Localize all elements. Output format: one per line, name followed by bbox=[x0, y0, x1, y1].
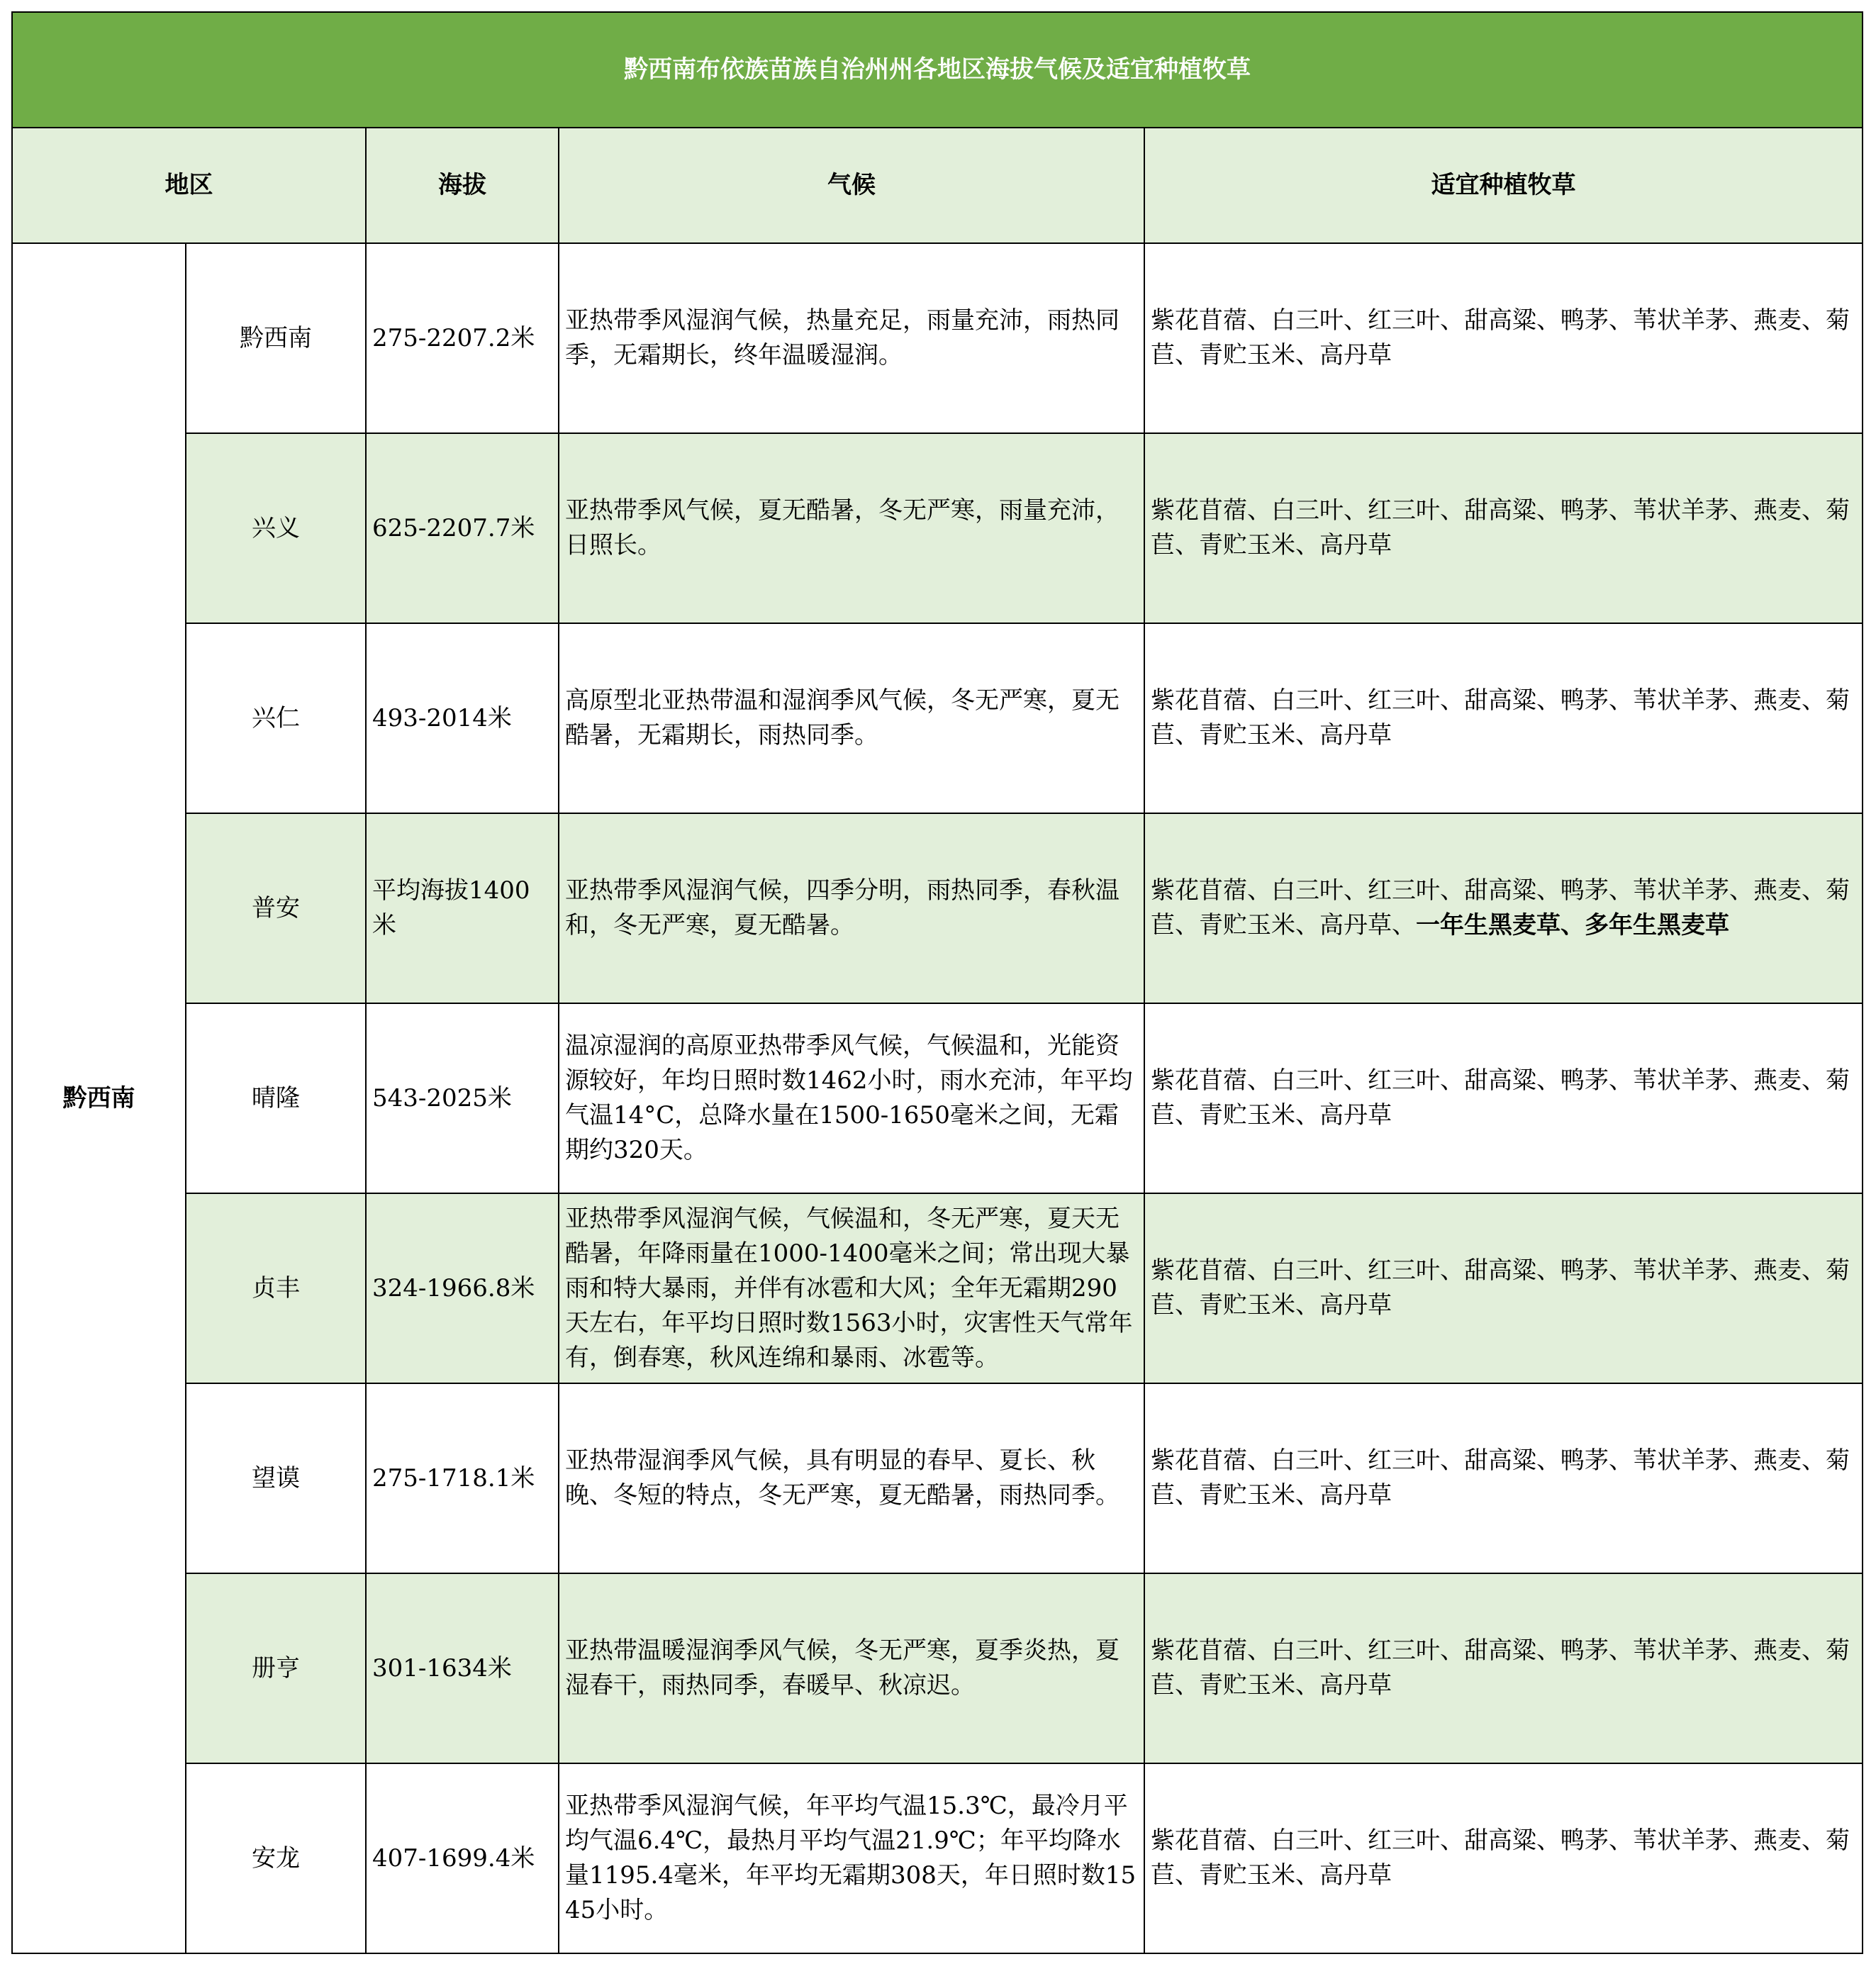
altitude-cell: 275-1718.1米 bbox=[366, 1383, 559, 1573]
climate-cell: 高原型北亚热带温和湿润季风气候，冬无严寒，夏无酷暑，无霜期长，雨热同季。 bbox=[559, 623, 1144, 813]
county-cell: 普安 bbox=[186, 813, 366, 1003]
county-cell: 晴隆 bbox=[186, 1003, 366, 1193]
forage-cell bbox=[1144, 243, 1863, 433]
forage-text: 紫花苜蓿、白三叶、红三叶、甜高粱、鸭茅、苇状羊茅、燕麦、菊苣、青贮玉米、高丹草、 bbox=[1151, 876, 1850, 939]
climate-cell: 亚热带湿润季风气候，具有明显的春早、夏长、秋晚、冬短的特点，冬无严寒，夏无酷暑，雨热同季。 bbox=[559, 1383, 1144, 1573]
forage-cell bbox=[1144, 813, 1863, 1003]
climate-cell: 亚热带季风湿润气候，热量充足，雨量充沛，雨热同季，无霜期长，终年温暖湿润。 bbox=[559, 243, 1144, 433]
header-row bbox=[12, 128, 1863, 243]
altitude-cell: 平均海拔1400米 bbox=[366, 813, 559, 1003]
forage-climate-table bbox=[11, 11, 1863, 1954]
header-forage: 适宜种植牧草 bbox=[1144, 128, 1863, 243]
table-row bbox=[12, 433, 1863, 623]
county-cell: 册亨 bbox=[186, 1573, 366, 1763]
climate-cell: 亚热带温暖湿润季风气候，冬无严寒，夏季炎热，夏湿春干，雨热同季，春暖早、秋凉迟。 bbox=[559, 1573, 1144, 1763]
forage-cell bbox=[1144, 1003, 1863, 1193]
climate-cell: 亚热带季风气候，夏无酷暑，冬无严寒，雨量充沛，日照长。 bbox=[559, 433, 1144, 623]
altitude-cell: 493-2014米 bbox=[366, 623, 559, 813]
table-row bbox=[12, 1003, 1863, 1193]
header-region: 地区 bbox=[12, 128, 366, 243]
altitude-cell: 543-2025米 bbox=[366, 1003, 559, 1193]
altitude-cell: 407-1699.4米 bbox=[366, 1763, 559, 1953]
forage-text: 紫花苜蓿、白三叶、红三叶、甜高粱、鸭茅、苇状羊茅、燕麦、菊苣、青贮玉米、高丹草 bbox=[1151, 686, 1850, 749]
forage-text: 紫花苜蓿、白三叶、红三叶、甜高粱、鸭茅、苇状羊茅、燕麦、菊苣、青贮玉米、高丹草 bbox=[1151, 1256, 1850, 1319]
forage-cell bbox=[1144, 1573, 1863, 1763]
forage-text: 紫花苜蓿、白三叶、红三叶、甜高粱、鸭茅、苇状羊茅、燕麦、菊苣、青贮玉米、高丹草 bbox=[1151, 496, 1850, 559]
climate-cell: 亚热带季风湿润气候，四季分明，雨热同季，春秋温和，冬无严寒，夏无酷暑。 bbox=[559, 813, 1144, 1003]
county-cell: 兴义 bbox=[186, 433, 366, 623]
header-altitude: 海拔 bbox=[366, 128, 559, 243]
forage-cell bbox=[1144, 623, 1863, 813]
title-row bbox=[12, 12, 1863, 128]
county-cell: 望谟 bbox=[186, 1383, 366, 1573]
forage-text: 紫花苜蓿、白三叶、红三叶、甜高粱、鸭茅、苇状羊茅、燕麦、菊苣、青贮玉米、高丹草 bbox=[1151, 1636, 1850, 1700]
county-cell: 安龙 bbox=[186, 1763, 366, 1953]
table-title: 黔西南布依族苗族自治州州各地区海拔气候及适宜种植牧草 bbox=[12, 12, 1863, 128]
table-row bbox=[12, 1763, 1863, 1953]
forage-cell bbox=[1144, 1383, 1863, 1573]
altitude-cell: 275-2207.2米 bbox=[366, 243, 559, 433]
table-row bbox=[12, 243, 1863, 433]
county-cell: 黔西南 bbox=[186, 243, 366, 433]
altitude-cell: 324-1966.8米 bbox=[366, 1193, 559, 1383]
table-row bbox=[12, 623, 1863, 813]
table-row bbox=[12, 813, 1863, 1003]
forage-cell bbox=[1144, 1193, 1863, 1383]
forage-text: 紫花苜蓿、白三叶、红三叶、甜高粱、鸭茅、苇状羊茅、燕麦、菊苣、青贮玉米、高丹草 bbox=[1151, 1446, 1850, 1510]
altitude-cell: 625-2207.7米 bbox=[366, 433, 559, 623]
header-climate: 气候 bbox=[559, 128, 1144, 243]
table-row bbox=[12, 1383, 1863, 1573]
climate-cell: 亚热带季风湿润气候，年平均气温15.3℃，最冷月平均气温6.4℃，最热月平均气温21.9℃；年平均降水量1195.4毫米，年平均无霜期308天，年日照时数1545小时。 bbox=[559, 1763, 1144, 1953]
forage-text: 紫花苜蓿、白三叶、红三叶、甜高粱、鸭茅、苇状羊茅、燕麦、菊苣、青贮玉米、高丹草 bbox=[1151, 1066, 1850, 1129]
table-row bbox=[12, 1193, 1863, 1383]
forage-text: 紫花苜蓿、白三叶、红三叶、甜高粱、鸭茅、苇状羊茅、燕麦、菊苣、青贮玉米、高丹草 bbox=[1151, 1826, 1850, 1890]
climate-cell: 温凉湿润的高原亚热带季风气候，气候温和，光能资源较好，年均日照时数1462小时，雨水充沛，年平均气温14°C，总降水量在1500-1650毫米之间，无霜期约320天。 bbox=[559, 1003, 1144, 1193]
altitude-cell: 301-1634米 bbox=[366, 1573, 559, 1763]
forage-extra-text: 一年生黑麦草、多年生黑麦草 bbox=[1416, 911, 1729, 939]
county-cell: 兴仁 bbox=[186, 623, 366, 813]
forage-cell bbox=[1144, 433, 1863, 623]
climate-cell: 亚热带季风湿润气候，气候温和，冬无严寒，夏天无酷暑，年降雨量在1000-1400毫米之间；常出现大暴雨和特大暴雨，并伴有冰雹和大风；全年无霜期290天左右，年平均日照时数1563小时，灾害性天气常年有，倒春寒，秋风连绵和暴雨、冰雹等。 bbox=[559, 1193, 1144, 1383]
region-cell: 黔西南 bbox=[12, 243, 186, 1953]
forage-text: 紫花苜蓿、白三叶、红三叶、甜高粱、鸭茅、苇状羊茅、燕麦、菊苣、青贮玉米、高丹草 bbox=[1151, 306, 1850, 369]
table-row bbox=[12, 1573, 1863, 1763]
county-cell: 贞丰 bbox=[186, 1193, 366, 1383]
forage-cell bbox=[1144, 1763, 1863, 1953]
